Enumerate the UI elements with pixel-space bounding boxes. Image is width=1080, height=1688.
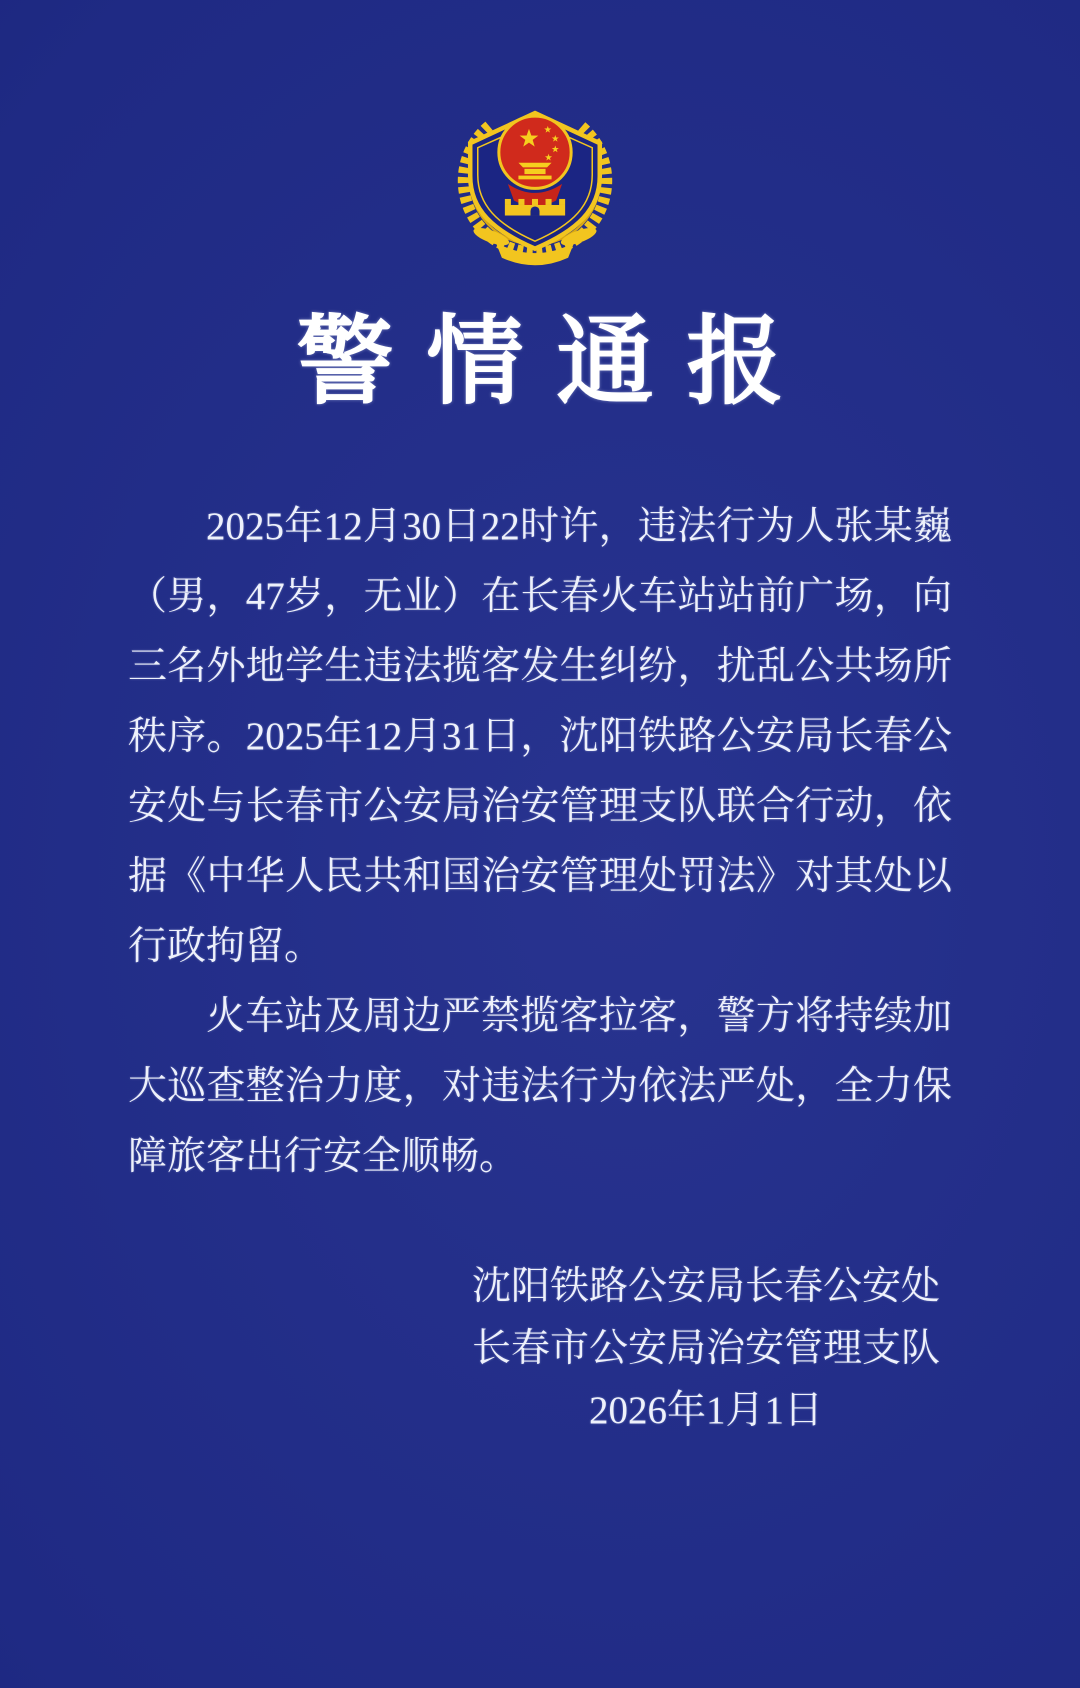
signature-agency-2: 长春市公安局治安管理支队 — [471, 1327, 940, 1370]
notice-paragraph-2: 火车站及周边严禁揽客拉客，警方将持续加大巡查整治力度，对违法行为依法严处，全力保障旅客出行安全顺畅。 — [128, 995, 952, 1178]
police-badge-icon — [452, 92, 618, 269]
signature-agency-1: 沈阳铁路公安局长春公安处 — [471, 1265, 940, 1308]
notice-title: 警情通报 — [296, 309, 817, 416]
signature-date: 2026年1月1日 — [588, 1389, 823, 1432]
signature-block — [472, 1256, 940, 1442]
notice-paragraph-1: 2025年12月30日22时许，违法行为人张某巍（男，47岁，无业）在长春火车站站前广场，向三名外地学生违法揽客发生纠纷，扰乱公共场所秩序。2025年12月31日，沈阳铁路公安局长春公安处与长春市公安局治安管理支队联合行动，依据《中华人民共和国治安管理处罚法》对其处以行政拘留。 — [128, 505, 952, 968]
notice-body — [128, 492, 952, 1192]
